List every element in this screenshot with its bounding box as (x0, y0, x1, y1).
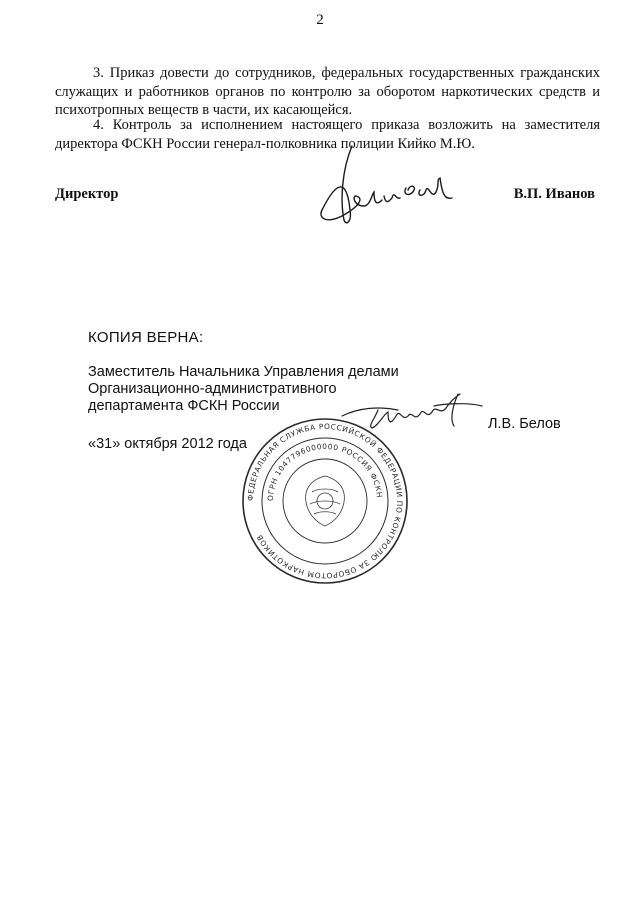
paragraph-item-3 (55, 64, 600, 120)
certification-date: «31» октября 2012 года (88, 436, 247, 452)
paragraph-item-4-text: 4. Контроль за исполнением настоящего приказа возложить на заместителя директора ФСКН России генерал-полковника полиции Кийко М.Ю. (55, 117, 600, 152)
certifier-position-line-2: Организационно-административного (88, 381, 337, 397)
stamp-outer-text: ФЕДЕРАЛЬНАЯ СЛУЖБА РОССИЙСКОЙ ФЕДЕРАЦИИ ПО КОНТРОЛЮ ЗА ОБОРОТОМ НАРКОТИКОВ (245, 421, 405, 581)
copy-certified-heading: КОПИЯ ВЕРНА: (88, 329, 204, 346)
certifier-position-line-1: Заместитель Начальника Управления делами (88, 364, 399, 380)
page-number: 2 (316, 12, 324, 28)
certifier-position-line-3: департамента ФСКН России (88, 398, 280, 414)
director-title: Директор (55, 186, 119, 202)
stamp-inner-text: ОГРН 1047796000000 РОССИЯ ФСКН (265, 441, 384, 502)
certifier-signature (338, 386, 488, 446)
stamp-emblem (306, 476, 345, 526)
paragraph-item-3-text: 3. Приказ довести до сотрудников, федеральных государственных гражданских служащих и работников органов по контролю за оборотом наркотических средств и психотропных веществ в части, их касающейся. (55, 65, 600, 118)
certifier-name: Л.В. Белов (488, 416, 561, 432)
director-signature (312, 140, 462, 230)
director-name: В.П. Иванов (513, 186, 595, 202)
